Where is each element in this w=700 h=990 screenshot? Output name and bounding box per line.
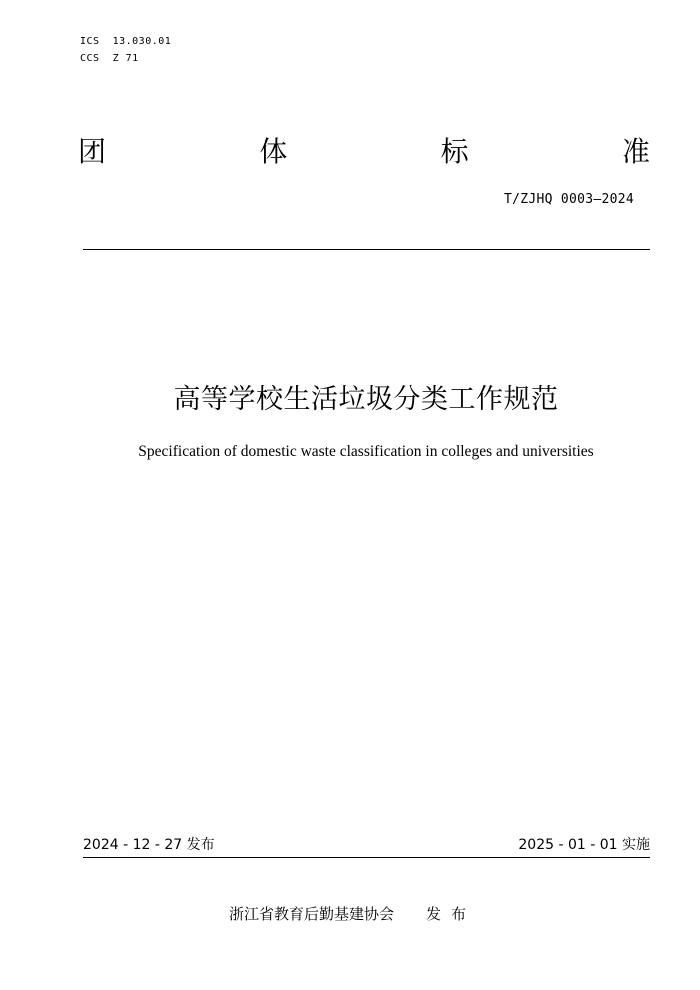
- ics-code: ICS 13.030.01: [80, 36, 172, 47]
- standard-type-char: 准: [621, 135, 650, 168]
- implementation-date: 2025 - 01 - 01 实施: [518, 837, 650, 853]
- standard-type-heading: [78, 134, 650, 170]
- standard-type-char: 体: [259, 135, 288, 168]
- publisher-name: 浙江省教育后勤基建协会: [229, 905, 395, 923]
- top-divider: [83, 249, 650, 250]
- publish-label: 发布: [426, 905, 477, 923]
- bottom-divider: [83, 857, 650, 858]
- standard-number: T/ZJHQ 0003—2024: [503, 192, 634, 207]
- ccs-code: CCS Z 71: [80, 53, 139, 64]
- standard-type-char: 标: [440, 135, 469, 168]
- standard-type-char: 团: [78, 135, 107, 168]
- publisher-line: [229, 903, 476, 925]
- date-row: [83, 834, 650, 856]
- document-title-english: Specification of domestic waste classification in colleges and universities: [138, 443, 594, 460]
- issue-date: 2024 - 12 - 27 发布: [83, 837, 215, 853]
- document-title-chinese: 高等学校生活垃圾分类工作规范: [173, 384, 559, 415]
